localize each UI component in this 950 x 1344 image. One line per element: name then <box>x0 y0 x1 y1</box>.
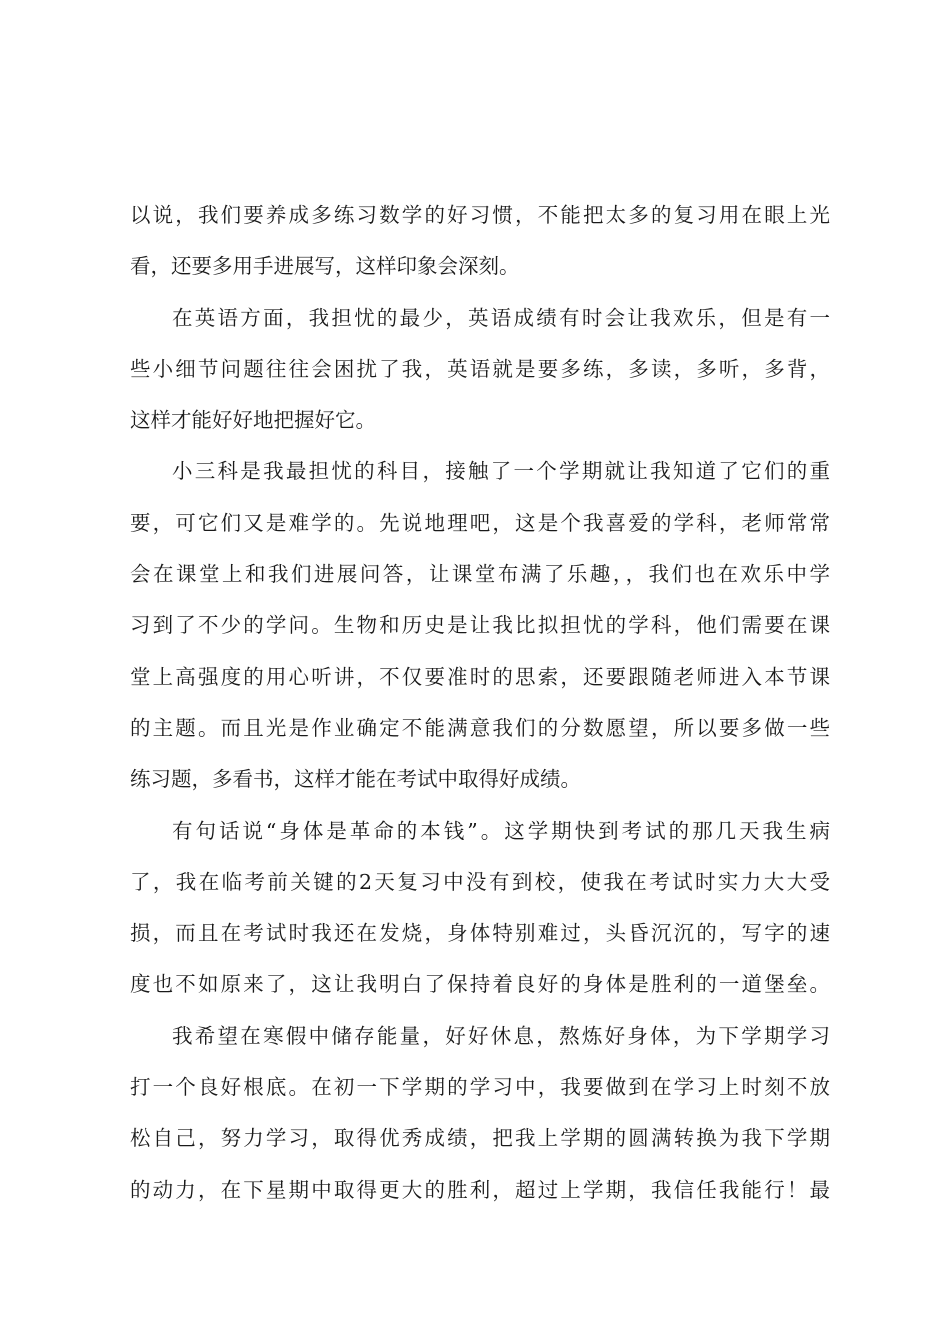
line-text: 练习题，多看书，这样才能在考试中取得好成绩。 <box>130 767 581 792</box>
document-body <box>130 190 830 1216</box>
line-text: 损，而且在考试时我还在发烧，身体特别难过，头昏沉沉的，写字的速 <box>130 921 830 946</box>
line-text: 习到了不少的学问。生物和历史是让我比拟担忧的学科，他们需要在课 <box>130 613 830 638</box>
text-line <box>130 1113 830 1164</box>
line-text: 要，可它们又是难学的。先说地理吧，这是个我喜爱的学科，老师常常 <box>130 510 830 535</box>
text-line <box>130 857 830 908</box>
text-line <box>130 908 830 959</box>
line-text: 这样才能好好地把握好它。 <box>130 408 376 433</box>
text-line <box>130 498 830 549</box>
line-text: 有句话说“身体是革命的本钱”。这学期快到考试的那几天我生病 <box>172 818 830 843</box>
paragraph-first-line <box>130 446 830 497</box>
line-text: 堂上高强度的用心听讲，不仅要准时的思索，还要跟随老师进入本节课 <box>130 664 830 689</box>
text-line <box>130 754 830 805</box>
line-text: 以说，我们要养成多练习数学的好习惯，不能把太多的复习用在眼上光 <box>130 203 830 227</box>
text-line <box>130 1062 830 1113</box>
text-line <box>130 549 830 600</box>
line-text: 会在课堂上和我们进展问答，让课堂布满了乐趣，，我们也在欢乐中学 <box>130 562 830 587</box>
text-line <box>130 241 830 292</box>
line-text: 看，还要多用手进展写，这样印象会深刻。 <box>130 254 520 279</box>
line-text: 在英语方面，我担忧的最少，英语成绩有时会让我欢乐，但是有一 <box>172 305 830 330</box>
text-line <box>130 1165 830 1216</box>
paragraph-first-line <box>130 293 830 344</box>
paragraph-first-line <box>130 806 830 857</box>
line-text: 的主题。而且光是作业确定不能满意我们的分数愿望，所以要多做一些 <box>130 715 830 740</box>
line-text: 我希望在寒假中储存能量，好好休息，熬炼好身体，为下学期学习 <box>172 1023 830 1048</box>
paragraph-first-line <box>130 1011 830 1062</box>
text-line <box>130 600 830 651</box>
text-line <box>130 344 830 395</box>
text-line <box>130 703 830 754</box>
text-line <box>130 652 830 703</box>
line-text: 了，我在临考前关键的2天复习中没有到校，使我在考试时实力大大受 <box>130 869 830 894</box>
line-text: 小三科是我最担忧的科目，接触了一个学期就让我知道了它们的重 <box>172 459 830 484</box>
text-line <box>130 190 830 241</box>
line-text: 些小细节问题往往会困扰了我，英语就是要多练，多读，多听，多背， <box>130 356 830 381</box>
text-line <box>130 395 830 446</box>
line-text: 松自己，努力学习，取得优秀成绩，把我上学期的圆满转换为我下学期 <box>130 1126 830 1151</box>
line-text: 度也不如原来了，这让我明白了保持着良好的身体是胜利的一道堡垒。 <box>130 972 830 997</box>
line-text: 打一个良好根底。在初一下学期的学习中，我要做到在学习上时刻不放 <box>130 1075 830 1100</box>
text-line <box>130 959 830 1010</box>
line-text: 的动力，在下星期中取得更大的胜利，超过上学期，我信任我能行！最 <box>130 1177 830 1202</box>
